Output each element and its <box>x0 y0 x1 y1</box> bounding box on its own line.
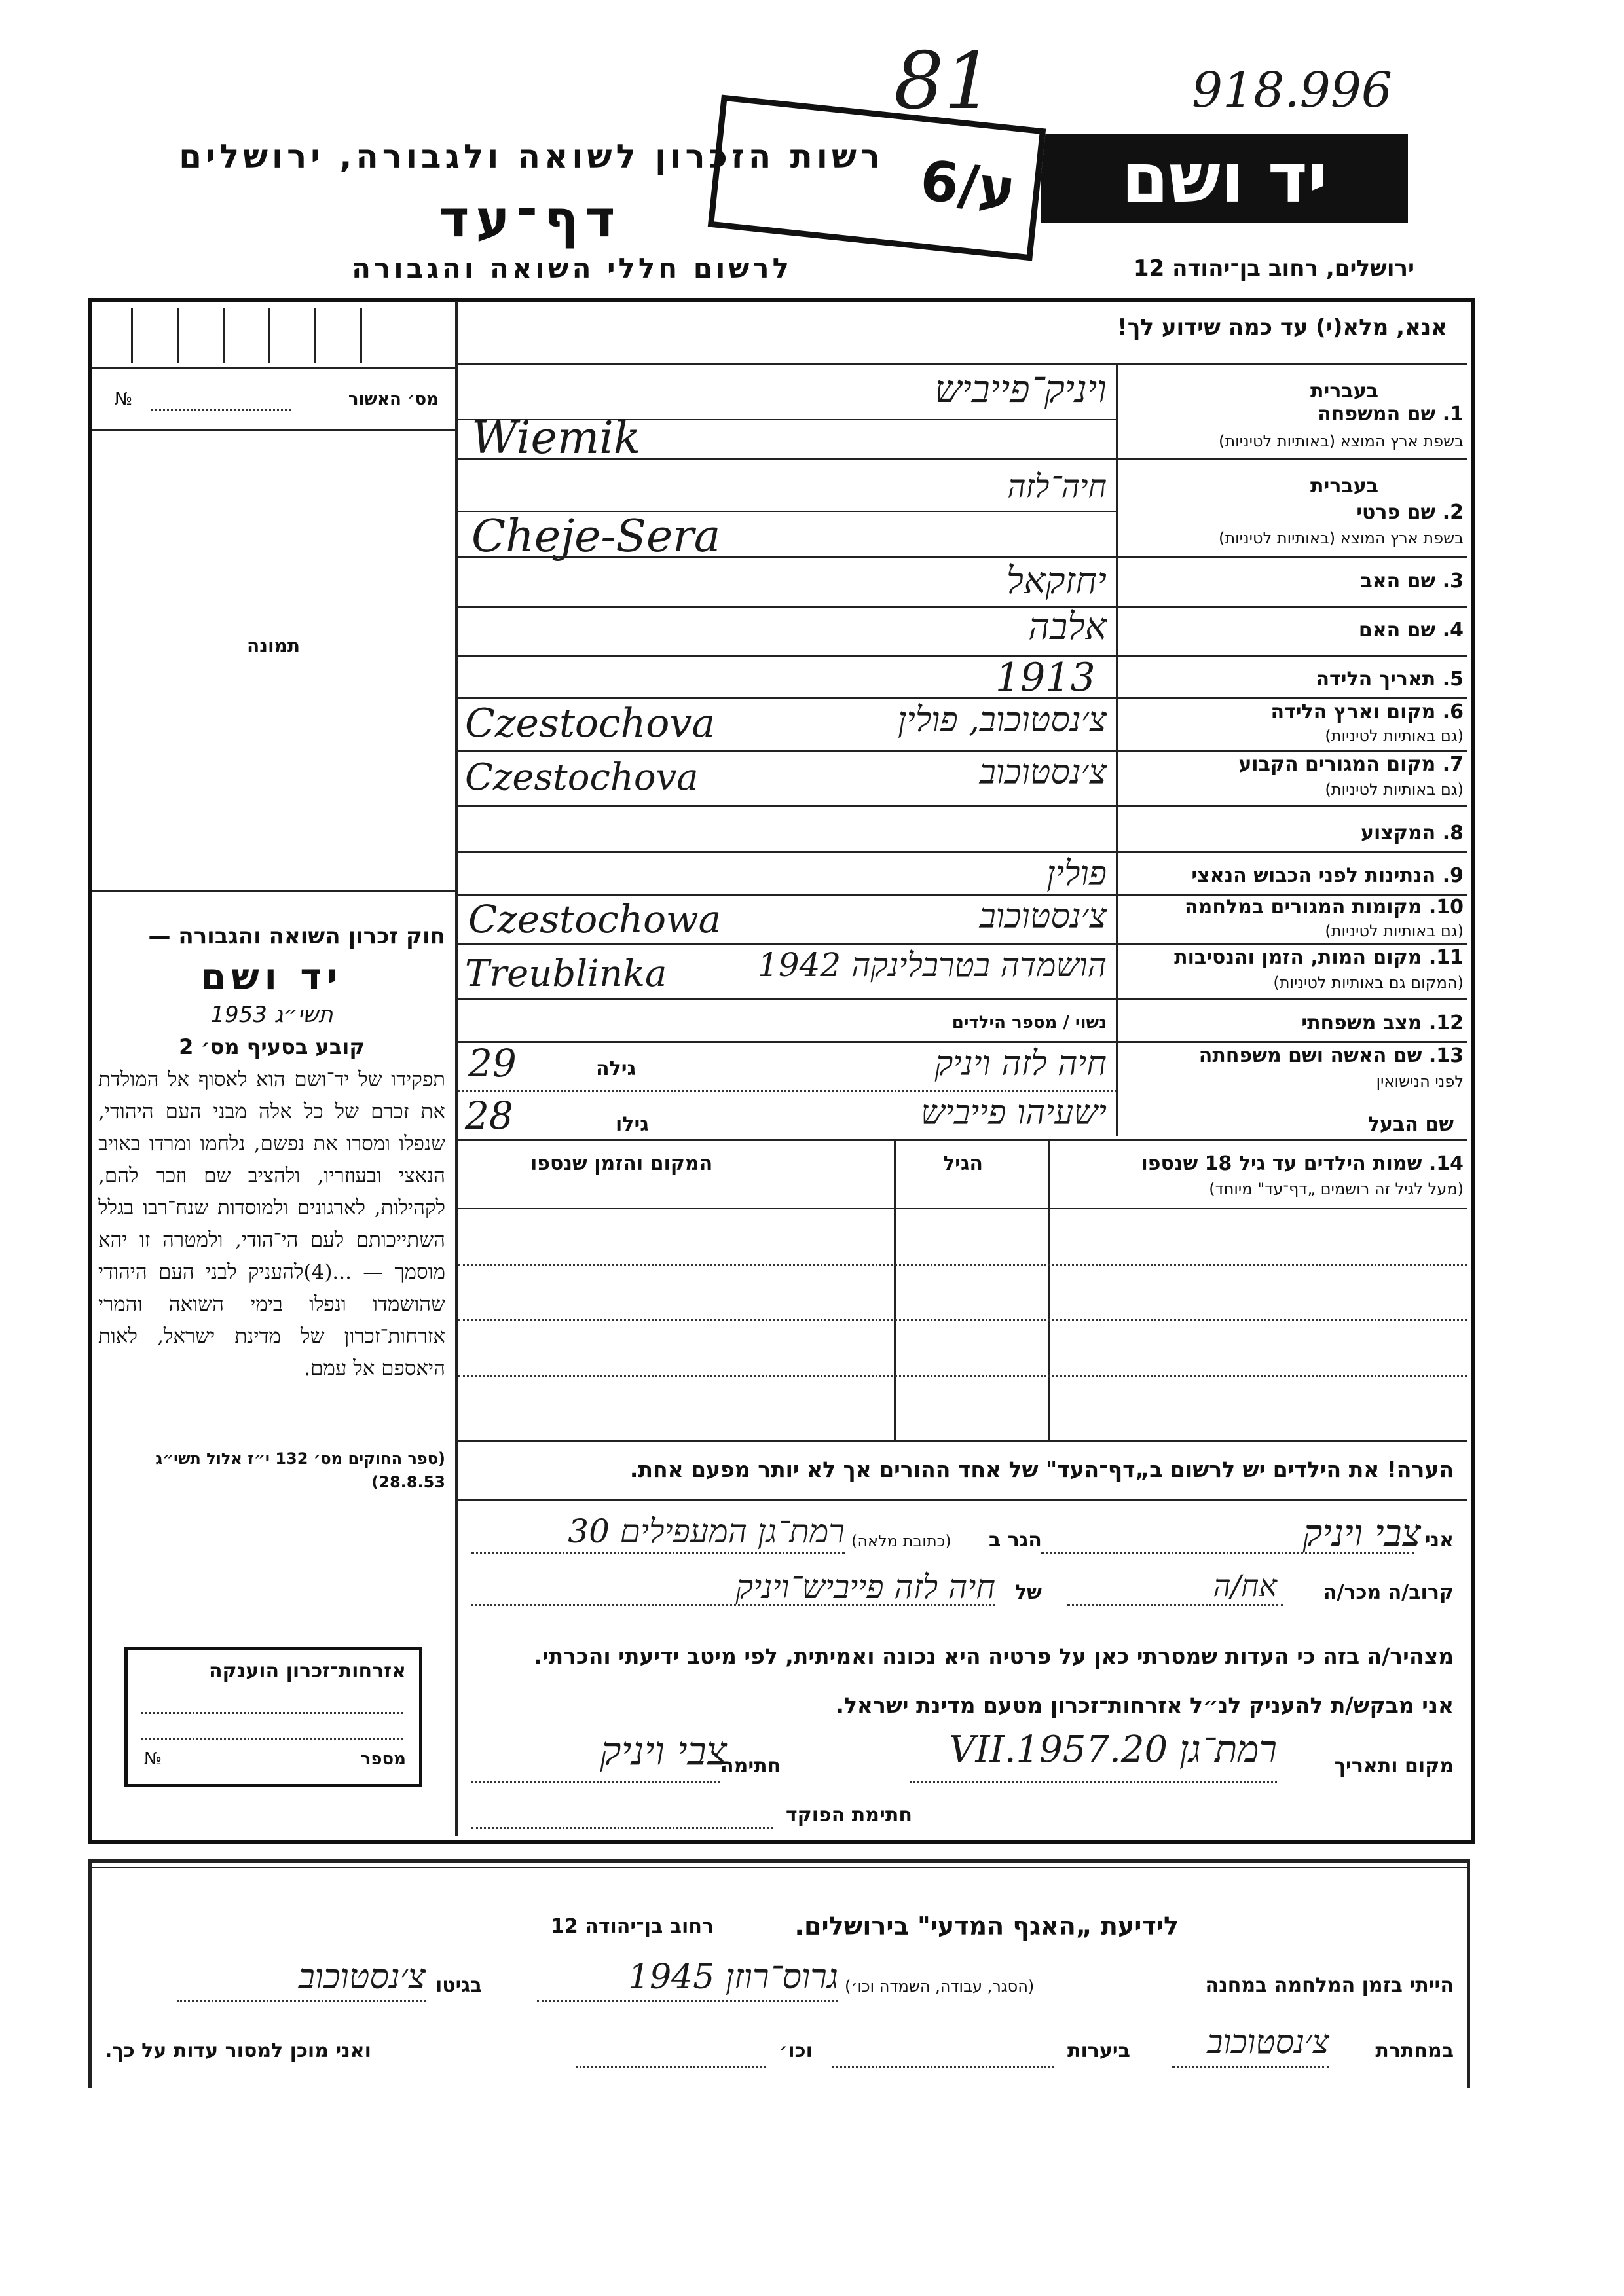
place-date-value: רמת־גן 20.VII.1957 <box>949 1728 1277 1771</box>
intro-divider <box>455 363 1467 365</box>
law-text: תפקידו של יד־ושם הוא לאסוף אל המולדת את זכרם של כל אלה מבני העם היהודי, שנפלו ומסרו את נפשם, נלחמו ומרדו באויב הנאצי ובעוזריו, ולהציב שם וזכר להם, לקהילות, לארגונים ולמוסדות שנח־רבו בגלל השתייכותם לעם הי־הודי, ולמטרה זו יהא מוסמך — ...(4)להעניק לבני העם היהודי שהושמדו ונפלו בימי השואה והמרי אזרחות־זכרון של מדינת ישראל, לאות היאספם אל עמם. <box>98 1068 445 1380</box>
field-3-value: יחזקאל <box>1006 560 1107 602</box>
husband-age: 28 <box>465 1093 513 1138</box>
field-2-sub: בשפת ארץ המוצא (באותיות לטיניות) <box>1219 529 1464 547</box>
field-14-col-place: המקום והזמן שנספו <box>530 1152 713 1175</box>
field-7-hebrew-value: צ׳נסטוכוב <box>979 753 1107 792</box>
bottom-address: רחוב בן־יהודה 12 <box>551 1915 714 1938</box>
intro-instruction: אנא, מלא(י) עד כמה שידוע לך! <box>1117 314 1447 340</box>
field-7-sub: (גם באותיות לטיניות) <box>1325 780 1464 799</box>
law-clause: קובע בסעיף מס׳ 2 <box>179 1034 365 1059</box>
field-5-label: 5. תאריך הלידה <box>1316 668 1464 691</box>
field-14-sub: (מעל לגיל זה רושמים „דף־עד" מיוחד) <box>1209 1180 1464 1198</box>
underground-label: במחתרת <box>1375 2039 1454 2062</box>
field-2-hebrew-value: חיה־לזה <box>1007 468 1107 505</box>
field-11-latin-value: Treublinka <box>465 953 667 995</box>
citizenship-title: אזרחות־זכרון הוענקה <box>208 1660 406 1683</box>
field-6-hebrew-value: צ׳נסטוכוב, פולין <box>897 701 1107 740</box>
relative-of-name: חיה לזה פייביש־ויניק <box>735 1568 995 1606</box>
testimony-readiness-text: ואני מוכן למסור עדות על כך. <box>105 2039 371 2062</box>
camp-label: הייתי בזמן המלחמה במחנה <box>1205 1974 1454 1997</box>
citizenship-box <box>124 1647 422 1787</box>
field-8-label: 8. המקצוע <box>1361 822 1464 845</box>
sidebar-separator <box>455 301 458 1836</box>
field-13-age-label: גילה <box>596 1057 636 1080</box>
husband-label: שם הבעל <box>1367 1113 1454 1136</box>
field-5-value: 1913 <box>995 655 1096 701</box>
husband-value: ישעיהו פייביש <box>921 1093 1107 1133</box>
field-10-hebrew-value: צ׳נסטוכוב <box>979 897 1107 936</box>
handwritten-record-number: 918.996 <box>1192 62 1393 118</box>
approval-number-symbol: № <box>115 390 133 409</box>
sidebar-divider-2 <box>92 890 455 892</box>
citizenship-number-symbol: № <box>144 1749 162 1769</box>
law-reference: (ספר החוקים מס׳ 132 י״ז אלול תשי״ג 28.8.53) <box>155 1449 445 1491</box>
declarant-address: רמת־גן המעפילים 30 <box>568 1512 845 1550</box>
sidebar-code-boxes <box>92 301 455 369</box>
husband-age-label: גילו <box>616 1113 649 1136</box>
citizenship-number-label: מספר <box>360 1749 406 1769</box>
field-9-label: 9. הנתינות לפני הכבוש הנאצי <box>1191 864 1464 887</box>
field-1-label: 1. שם המשפחה <box>1318 403 1464 426</box>
field-2-heb-tag: בעברית <box>1310 475 1378 498</box>
form-title: דף־עד <box>439 190 622 249</box>
forests-label: ביערות <box>1067 2039 1130 2062</box>
header-address: ירושלים, רחוב בן־יהודה 12 <box>1133 255 1414 282</box>
field-1-latin-value: Wiemik <box>471 412 641 464</box>
field-3-label: 3. שם האב <box>1360 570 1464 592</box>
camp-value: גרוס־רוזן 1945 <box>628 1958 838 1997</box>
field-12-label: 12. מצב משפחתי <box>1301 1011 1464 1034</box>
of-label: של <box>1015 1581 1042 1604</box>
underground-value: צ׳נסטוכוב <box>1207 2023 1329 2061</box>
place-date-label: מקום ותאריך <box>1334 1755 1454 1777</box>
field-10-sub: (גם באותיות לטיניות) <box>1325 922 1464 940</box>
etc-label: וכו׳ <box>779 2039 813 2062</box>
relative-label: קרוב/ה מכר/ה <box>1323 1581 1454 1604</box>
form-subtitle: לרשום חללי השואה והגבורה <box>352 252 792 284</box>
signature-value: צבי ויניק <box>600 1728 727 1774</box>
field-7-label: 7. מקום המגורים הקבוע <box>1238 753 1464 776</box>
handwritten-file-number: 81 <box>894 36 994 127</box>
field-14-col-age: הגיל <box>943 1152 983 1175</box>
field-10-latin-value: Czestochowa <box>468 897 722 941</box>
field-4-label: 4. שם האם <box>1358 619 1464 642</box>
field-7-latin-value: Czestochova <box>465 756 699 799</box>
field-6-label: 6. מקום וארץ הלידה <box>1270 701 1464 723</box>
sidebar-divider-1 <box>92 429 455 431</box>
bottom-divider <box>88 1859 1470 1863</box>
org-line: רשות הזכרון לשואה ולגבורה, ירושלים <box>179 137 884 175</box>
field-11-sub: (המקום גם באותיות לטיניות) <box>1273 974 1464 992</box>
signature-label: חתימה <box>720 1755 781 1777</box>
request-text: אני מבקש/ת להעניק לנ״ל אזרחות־זכרון מטעם מדינת ישראל. <box>836 1692 1454 1718</box>
address-label: (כתובת מלאה) <box>851 1532 951 1550</box>
field-13-age: 29 <box>468 1041 517 1085</box>
field-6-latin-value: Czestochova <box>465 701 716 746</box>
field-1-sub: בשפת ארץ המוצא (באותיות לטיניות) <box>1219 432 1464 450</box>
field-14-label: 14. שמות הילדים עד גיל 18 שנספו <box>1141 1152 1464 1175</box>
field-11-hebrew-value: הושמדה בטרבלינקה 1942 <box>757 946 1107 984</box>
field-6-sub: (גם באותיות לטיניות) <box>1325 727 1464 745</box>
photo-label: תמונה <box>247 635 300 657</box>
field-11-label: 11. מקום המות, הזמן והנסיבות <box>1174 946 1464 969</box>
yad-vashem-logo: יד ושם <box>1041 134 1408 223</box>
ghetto-value: צ׳נסטוכוב <box>298 1958 426 1997</box>
field-2-label: 2. שם פרטי <box>1356 501 1464 524</box>
approval-line <box>151 409 291 411</box>
field-10-label: 10. מקומות המגורים במלחמה <box>1185 896 1464 919</box>
ghetto-label: בגיטו <box>435 1974 483 1997</box>
law-title: חוק זכרון השואה והגבורה — <box>148 923 445 949</box>
law-name: יד ושם <box>200 956 343 998</box>
field-13-label: 13. שם האשה ושם משפחתה <box>1198 1044 1464 1067</box>
field-13-value: חיה לזה ויניק <box>934 1044 1107 1084</box>
field-9-value: פולין <box>1046 854 1107 894</box>
official-signature-label: חתימת הפוקד <box>786 1804 912 1827</box>
field-2-latin-value: Cheje-Sera <box>471 511 721 562</box>
archive-stamp: ע/6 <box>708 95 1046 261</box>
field-1-hebrew-value: ויניק־פייביש <box>934 367 1107 411</box>
field-4-value: אלבה <box>1028 606 1107 648</box>
resides-label: הגר ב <box>989 1529 1042 1552</box>
approval-label: מס׳ האשור <box>348 390 439 409</box>
declarant-name: צבי ויניק <box>1302 1512 1421 1555</box>
field-1-heb-tag: בעברית <box>1310 380 1378 403</box>
declare-text: מצהיר/ה בזה כי העדות שמסרתי כאן על פרטיה היא נכונה ואמיתית, לפי מיטב ידיעתי והכרתי. <box>534 1643 1454 1669</box>
note: הערה! את הילדים יש לרשום ב„דף־העד" של אחד ההורים אך לא יותר מפעם אחת. <box>629 1457 1454 1482</box>
relative-value: אח/ה <box>1213 1568 1277 1603</box>
bottom-title: לידיעת „האגף המדעי" בירושלים. <box>794 1912 1179 1941</box>
law-year: תשי״ג 1953 <box>210 1002 333 1028</box>
field-12-value: נשוי / מספר הילדים <box>951 1013 1107 1032</box>
camp-sub: (הסגר, עבודה, השמדה וכו׳) <box>845 1977 1035 1995</box>
declarant-label: אני <box>1424 1529 1454 1552</box>
field-13-sub: לפני הנישואין <box>1376 1072 1464 1091</box>
